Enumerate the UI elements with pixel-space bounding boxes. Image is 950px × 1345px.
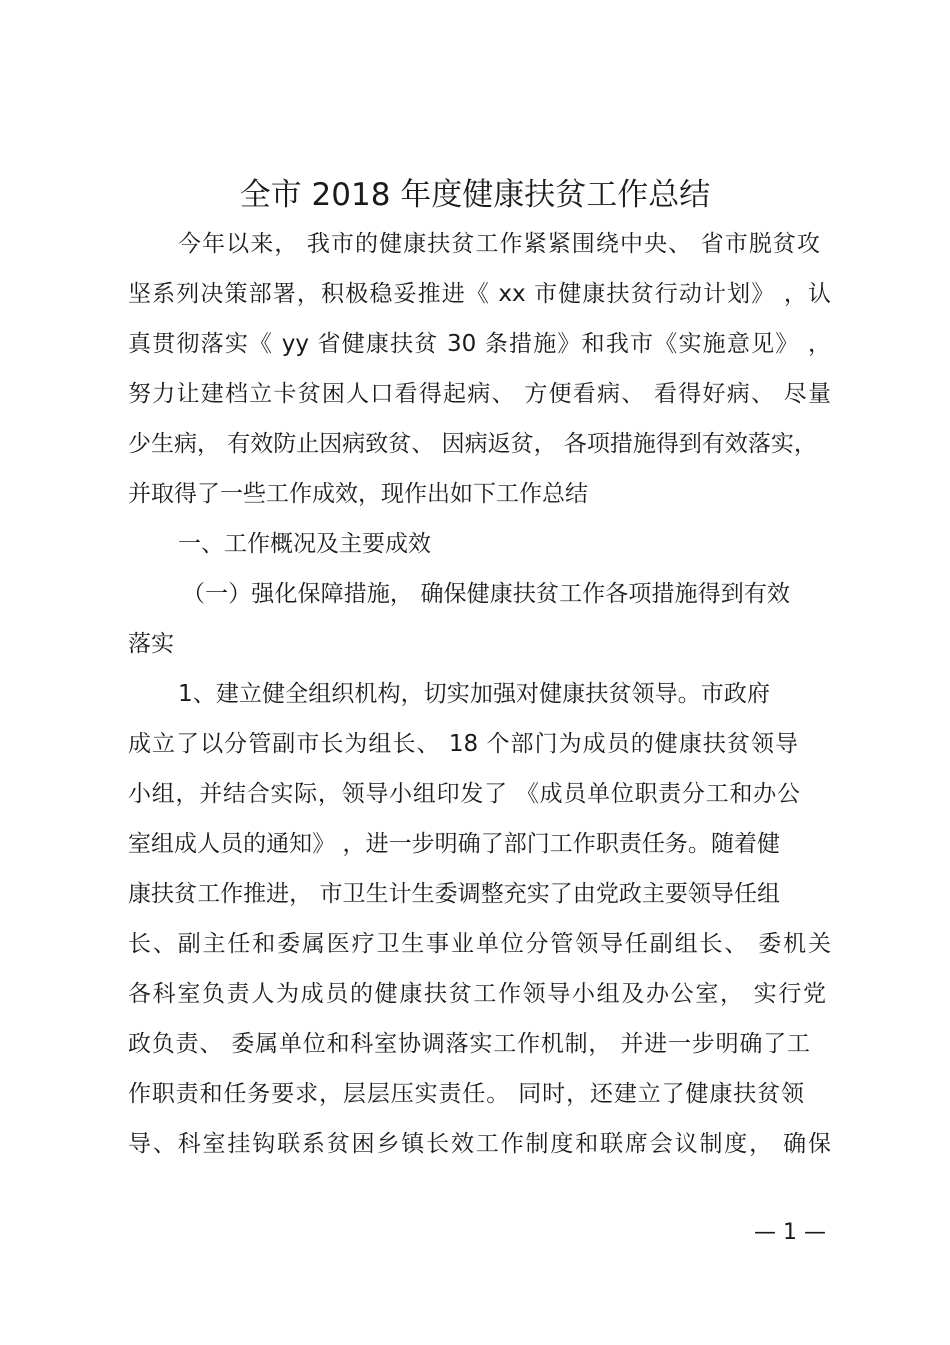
paragraph-line-6: 并取得了一些工作成效，现作出如下工作总结	[128, 481, 588, 507]
page-number: — 1 —	[754, 1220, 826, 1245]
paragraph-line-13: 室组成人员的通知》 ，进一步明确了部门工作职责任务。随着健	[128, 831, 780, 857]
paragraph-line-5: 少生病， 有效防止因病致贫、 因病返贫， 各项措施得到有效落实，	[128, 431, 817, 457]
paragraph-line-3: 真贯彻落实《 yy 省健康扶贫 30 条措施》和我市《实施意见》 ，	[128, 331, 831, 357]
subsection-heading-line-2: 落实	[128, 631, 174, 657]
paragraph-line-10: 1、建立健全组织机构，切实加强对健康扶贫领导。市政府	[178, 681, 770, 707]
paragraph-line-14: 康扶贫工作推进， 市卫生计生委调整充实了由党政主要领导任组	[128, 881, 780, 907]
paragraph-line-17: 政负责、 委属单位和科室协调落实工作机制， 并进一步明确了工	[128, 1031, 810, 1057]
paragraph-line-11: 成立了以分管副市长为组长、 18 个部门为成员的健康扶贫领导	[128, 731, 798, 757]
paragraph-line-2: 坚系列决策部署，积极稳妥推进《 xx 市健康扶贫行动计划》 ，认	[128, 281, 831, 307]
paragraph-line-15: 长、副主任和委属医疗卫生事业单位分管领导任副组长、 委机关	[128, 931, 831, 957]
paragraph-line-18: 作职责和任务要求，层层压实责任。 同时，还建立了健康扶贫领	[128, 1081, 804, 1107]
document-title: 全市 2018 年度健康扶贫工作总结	[239, 177, 711, 213]
subsection-heading-line-1: （一）强化保障措施， 确保健康扶贫工作各项措施得到有效	[182, 581, 790, 607]
paragraph-line-4: 努力让建档立卡贫困人口看得起病、 方便看病、 看得好病、 尽量	[128, 381, 831, 407]
paragraph-line-19: 导、科室挂钩联系贫困乡镇长效工作制度和联席会议制度， 确保	[128, 1131, 831, 1157]
paragraph-line-1: 今年以来， 我市的健康扶贫工作紧紧围绕中央、 省市脱贫攻	[178, 231, 820, 257]
section-heading-1: 一、工作概况及主要成效	[178, 531, 431, 557]
paragraph-line-12: 小组，并结合实际，领导小组印发了 《成员单位职责分工和办公	[128, 781, 800, 807]
paragraph-line-16: 各科室负责人为成员的健康扶贫工作领导小组及办公室， 实行党	[128, 981, 826, 1007]
